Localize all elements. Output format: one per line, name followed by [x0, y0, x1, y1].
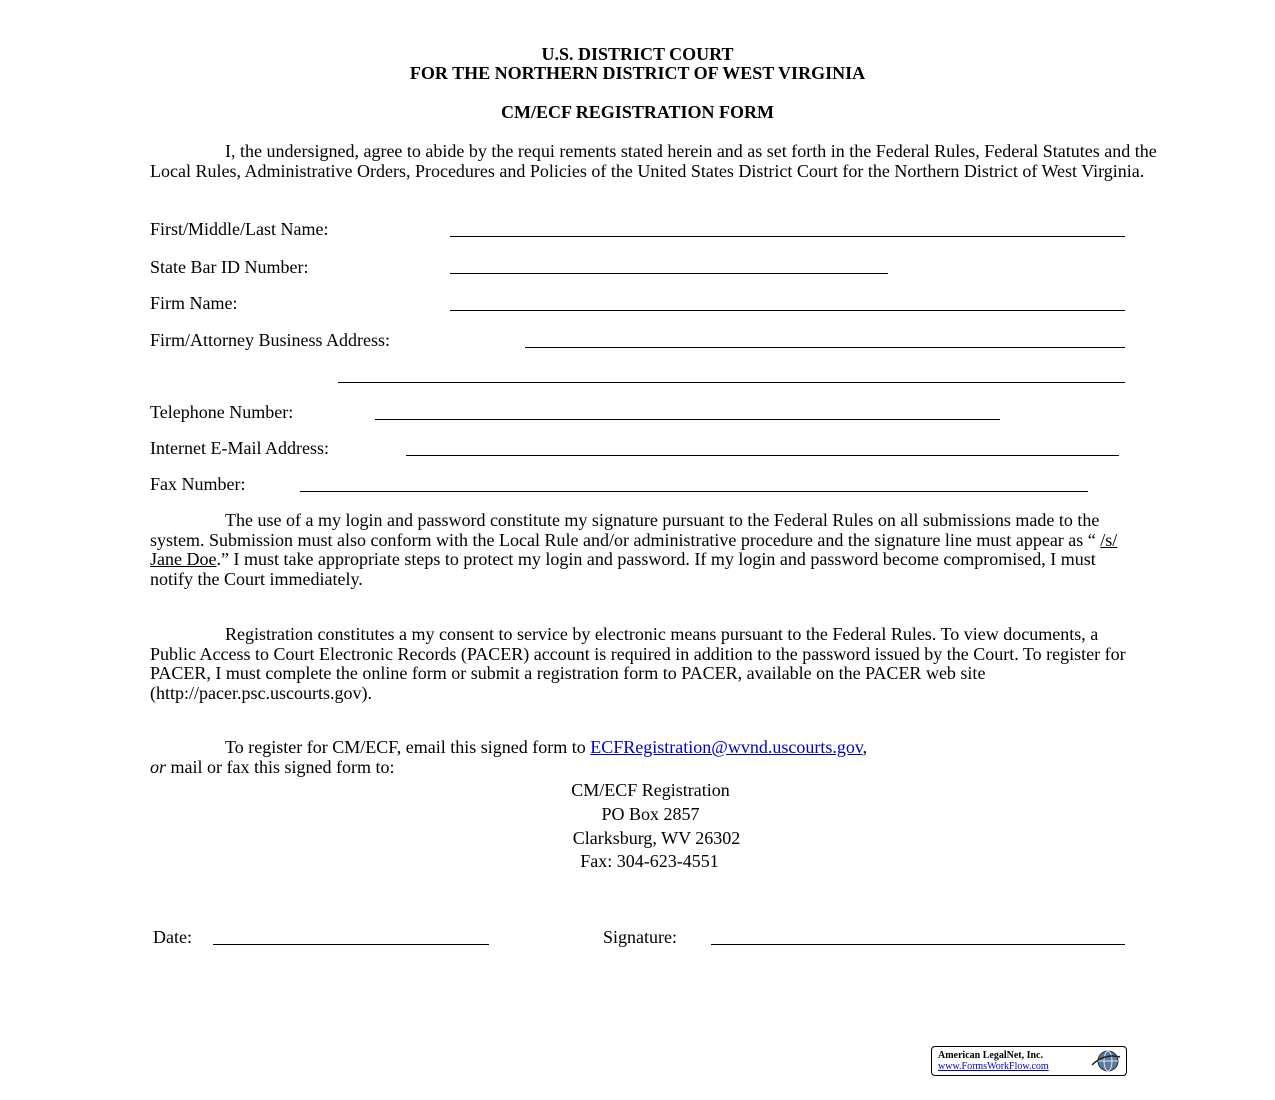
firm-label: Firm Name: [150, 293, 238, 313]
address-line3-text: Clarksburg, WV 26302 [572, 828, 741, 848]
address-label: Firm/Attorney Business Address: [150, 330, 391, 350]
address-line1-text: CM/ECF Registration [571, 780, 730, 800]
signature-paragraph [150, 511, 1130, 589]
address-line4-text: Fax: 304-623-4551 [580, 851, 719, 871]
email-label: Internet E-Mail Address: [150, 438, 329, 458]
phone-field[interactable] [375, 419, 1000, 420]
date-field[interactable] [213, 944, 489, 945]
signature-para-text: The use of a my login and password constitute my signature pursuant to the Federal Rules on all submissions made to the system. Submission must also conform with the Local Rule and/or administrative procedure and the signature line must appear as “ [150, 510, 1101, 550]
logo-url: www.FormsWorkFlow.com [938, 1061, 1049, 1072]
fax-field[interactable] [300, 491, 1088, 492]
american-legalnet-logo[interactable] [931, 1046, 1127, 1076]
register-text-end: mail or fax this signed form to: [166, 756, 395, 777]
name-field[interactable] [450, 236, 1125, 237]
court-name: U.S. DISTRICT COURT [541, 44, 734, 64]
logo-company: American LegalNet, Inc. [938, 1050, 1043, 1061]
signature-para-text-end: .” I must take appropriate steps to protect my login and password. If my login and password become compromised, I must notify the Court immediately. [150, 549, 1096, 589]
bar-id-field[interactable] [450, 273, 888, 274]
address-line4 [0, 851, 1275, 871]
signature-field[interactable] [711, 944, 1125, 945]
district-name: FOR THE NORTHERN DISTRICT OF WEST VIRGINIA [409, 63, 866, 83]
name-label: First/Middle/Last Name: [150, 219, 329, 239]
phone-label: Telephone Number: [150, 402, 294, 422]
intro-paragraph [150, 142, 1160, 181]
email-field[interactable] [406, 455, 1119, 456]
bar-id-label: State Bar ID Number: [150, 257, 309, 277]
register-paragraph [150, 738, 1150, 777]
fax-label: Fax Number: [150, 474, 246, 494]
globe-icon [1090, 1049, 1122, 1073]
address-line2 [0, 804, 1275, 824]
date-label: Date: [153, 927, 192, 947]
firm-field[interactable] [450, 310, 1125, 311]
sample-signature: /s/ Jane Doe [150, 529, 1118, 569]
form-title: CM/ECF REGISTRATION FORM [500, 102, 774, 122]
consent-text: Registration constitutes a my consent to service by electronic means pursuant to the Federal Rules. To view documents, a Public Access to Court Electronic Records (PACER) account is required in addition to the password issued by the Court. To register for PACER, I must complete the online form or submit a registration form to PACER, available on the PACER web site (http://pacer.psc.uscourts.gov). [150, 624, 1126, 703]
address-field-line1[interactable] [525, 347, 1125, 348]
register-comma: , [862, 737, 868, 757]
address-line2-text: PO Box 2857 [601, 804, 700, 824]
signature-label: Signature: [603, 927, 677, 947]
or-word: or [150, 756, 167, 777]
consent-paragraph [150, 625, 1135, 703]
intro-text: I, the undersigned, agree to abide by the requi rements stated herein and as set forth in the Federal Rules, Federal Statutes and the Local Rules, Administrative Orders, Procedures and Policies of the United States District Court for the Northern District of West Virginia. [150, 141, 1157, 181]
address-line3 [0, 828, 1275, 848]
register-text: To register for CM/ECF, email this signed form to [225, 737, 591, 757]
address-field-line2[interactable] [338, 382, 1125, 383]
registration-email-link[interactable]: ECFRegistration@wvnd.uscourts.gov [590, 737, 863, 757]
address-line1 [0, 780, 1275, 800]
